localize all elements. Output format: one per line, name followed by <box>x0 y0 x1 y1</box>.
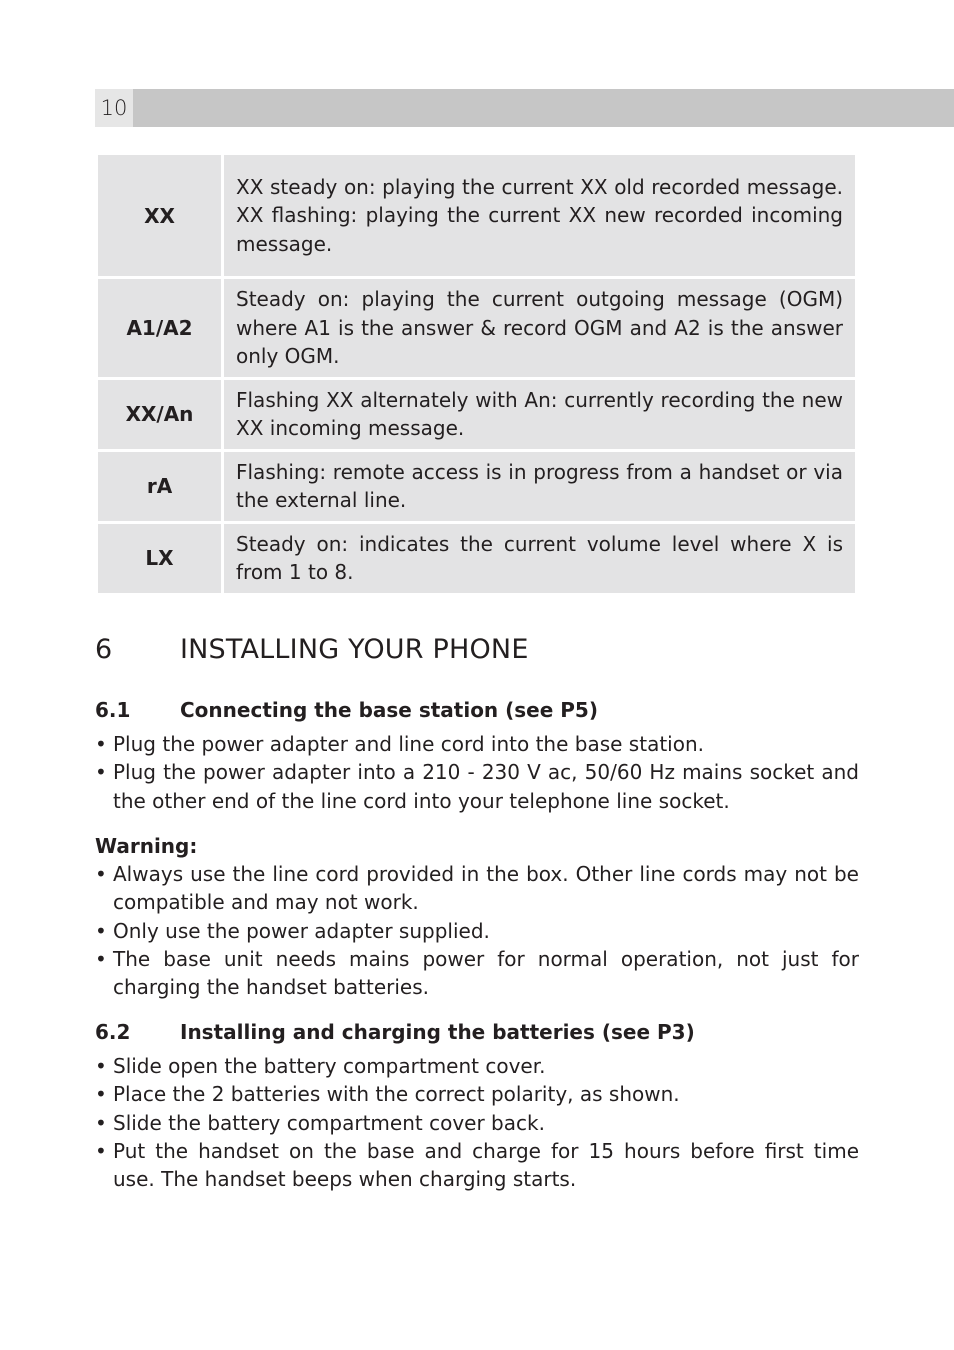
subsection-connecting-base <box>95 696 859 815</box>
subsection-heading <box>95 1018 859 1046</box>
page-header-bar <box>95 89 954 127</box>
subsection-heading <box>95 696 859 724</box>
description-cell: XX steady on: playing the current XX old recorded message. XX flashing: playing the current XX new recorded incoming message. <box>224 155 855 276</box>
description-cell: Flashing: remote access is in progress from a handset or via the external line. <box>224 452 855 521</box>
subsection-installing-batteries <box>95 1018 859 1193</box>
list-item: • Only use the power adapter supplied. <box>95 917 859 945</box>
bullet-list <box>95 860 859 1001</box>
code-cell: rA <box>98 452 221 521</box>
section-heading <box>95 634 529 665</box>
display-codes-table <box>95 152 858 596</box>
code-cell: LX <box>98 524 221 593</box>
list-item: • Plug the power adapter and line cord into the base station. <box>95 730 859 758</box>
warning-label: Warning: <box>95 834 198 858</box>
subsection-number: 6.2 <box>95 1020 131 1044</box>
code-cell: XX/An <box>98 380 221 449</box>
table-row <box>98 524 855 593</box>
list-item: • Put the handset on the base and charge for 15 hours before first time use. The handset beeps when charging starts. <box>95 1137 859 1194</box>
description-cell: Steady on: playing the current outgoing message (OGM) where A1 is the answer & record OGM and A2 is the answer only OGM. <box>224 279 855 377</box>
subsection-title: Connecting the base station (see P5) <box>180 698 598 722</box>
table-row <box>98 279 855 377</box>
list-item: • Slide the battery compartment cover back. <box>95 1109 859 1137</box>
description-cell: Flashing XX alternately with An: currently recording the new XX incoming message. <box>224 380 855 449</box>
subsection-title: Installing and charging the batteries (see P3) <box>180 1020 695 1044</box>
section-number: 6 <box>95 634 113 665</box>
bullet-list <box>95 730 859 815</box>
table-row <box>98 380 855 449</box>
list-item: • Always use the line cord provided in the box. Other line cords may not be compatible and may not work. <box>95 860 859 917</box>
page-number: 10 <box>95 89 133 127</box>
section-title: INSTALLING YOUR PHONE <box>180 634 529 665</box>
list-item: • Plug the power adapter into a 210 - 230 V ac, 50/60 Hz mains socket and the other end of the line cord into your telephone line socket. <box>95 758 859 815</box>
list-item: • Slide open the battery compartment cover. <box>95 1052 859 1080</box>
code-cell: A1/A2 <box>98 279 221 377</box>
table-row <box>98 452 855 521</box>
description-cell: Steady on: indicates the current volume level where X is from 1 to 8. <box>224 524 855 593</box>
bullet-list <box>95 1052 859 1193</box>
code-cell: XX <box>98 155 221 276</box>
table-row <box>98 155 855 276</box>
warning-block <box>95 832 859 1001</box>
list-item: • The base unit needs mains power for normal operation, not just for charging the handset batteries. <box>95 945 859 1002</box>
subsection-number: 6.1 <box>95 698 131 722</box>
list-item: • Place the 2 batteries with the correct polarity, as shown. <box>95 1080 859 1108</box>
